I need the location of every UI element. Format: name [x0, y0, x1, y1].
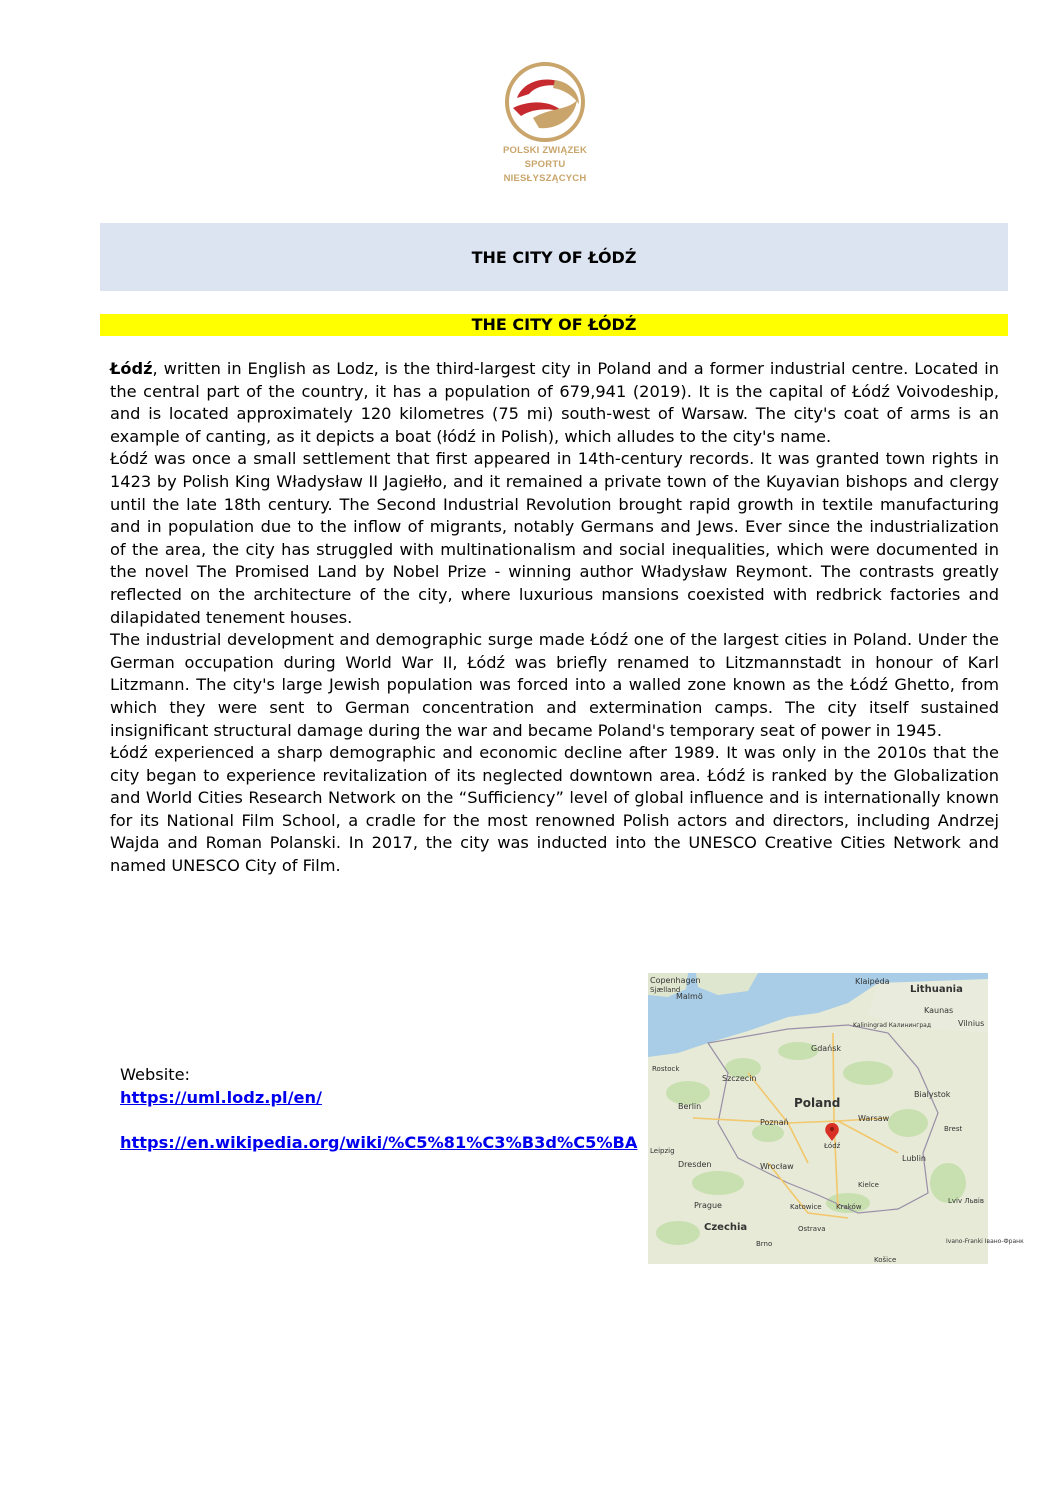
pzsn-logo-icon [499, 60, 591, 144]
map-label-rostock: Rostock [652, 1065, 680, 1073]
map-label-krakow: Kraków [836, 1203, 862, 1211]
map-label-kielce: Kielce [858, 1181, 879, 1189]
paragraph-4: Łódź experienced a sharp demographic and economic decline after 1989. It was only in the 2010s that the city began to experience revitalization of its neglected downtown area. Łódź is ranked by the Globalization and World Cities Research Network on the “Sufficiency” level of global influence and is internationally known for its National Film School, a cradle for the most renowned Polish actors and directors, including Andrzej Wajda and Roman Polanski. In 2017, the city was inducted into the UNESCO Creative Cities Network and named UNESCO City of Film. [110, 743, 999, 876]
logo-text-line2: SPORTU NIESŁYSZĄCYCH [503, 159, 587, 184]
article-body [110, 358, 999, 878]
map-label-berlin: Berlin [678, 1102, 702, 1111]
map-label-lublin: Lublin [902, 1154, 926, 1163]
map-label-brno: Brno [756, 1240, 773, 1248]
map-label-kosice: Košice [874, 1256, 897, 1264]
map-label-lviv: Lviv Львів [948, 1197, 984, 1205]
map-label-malmo: Malmö [676, 992, 703, 1001]
header-title-box [100, 223, 1008, 291]
map-label-czechia: Czechia [704, 1222, 748, 1233]
map-label-copenhagen: Copenhagen [650, 976, 701, 985]
paragraph-2: Łódź was once a small settlement that first appeared in 14th-century records. It was granted town rights in 1423 by Polish King Władysław II Jagiełło, and it remained a private town of the Kuyavian bishops and clergy until the late 18th century. The Second Industrial Revolution brought rapid growth in textile manufacturing and in population due to the inflow of migrants, notably Germans and Jews. Ever since the industrialization of the area, the city has struggled with multinationalism and social inequalities, which were documented in the novel The Promised Land by Nobel Prize - winning author Władysław Reymont. The contrasts greatly reflected on the architecture of the city, where luxurious mansions coexisted with redbrick factories and dilapidated tenement houses. [110, 449, 999, 627]
map-label-katowice: Katowice [790, 1203, 822, 1211]
map-label-klaipeda: Klaipėda [855, 977, 890, 986]
map-label-prague: Prague [694, 1201, 722, 1210]
map-label-kaunas: Kaunas [924, 1006, 954, 1015]
map-label-poland: Poland [794, 1096, 841, 1110]
logo-text-line1: POLSKI ZWIĄZEK [502, 145, 588, 156]
official-website-link[interactable]: https://uml.lodz.pl/en/ [120, 1087, 322, 1107]
section-title-bar [100, 314, 1008, 336]
map-label-kaliningrad: Kaliningrad Калининград [853, 1022, 931, 1029]
map-label-bialystok: Bialystok [914, 1090, 951, 1099]
paragraph-1-bold: Łódź [110, 359, 153, 378]
map-label-szczecin: Szczecin [722, 1074, 757, 1083]
map-image [648, 973, 1024, 1264]
map-label-lithuania: Lithuania [910, 984, 963, 995]
paragraph-1-text: , written in English as Lodz, is the third-largest city in Poland and a former industrial centre. Located in the central part of the country, it has a population of 679,941 (2019). It is the capital of Łódź Voivodeship, and is located approximately 120 kilometres (75 mi) south-west of Warsaw. The city's coat of arms is an example of canting, as it depicts a boat (łódź in Polish), which alludes to the city's name. [110, 359, 999, 446]
map-label-wroclaw: Wrocław [760, 1162, 794, 1171]
map-label-brest: Brest [944, 1125, 963, 1133]
paragraph-1 [110, 358, 999, 448]
map-label-warsaw: Warsaw [858, 1114, 890, 1123]
map-label-sjaelland: Sjælland [650, 986, 681, 994]
map-label-leipzig: Leipzig [650, 1147, 675, 1155]
map-label-dresden: Dresden [678, 1160, 712, 1169]
section-title: THE CITY OF ŁÓDŹ [471, 315, 637, 334]
map-label-ostrava: Ostrava [798, 1225, 826, 1233]
wikipedia-link[interactable]: https://en.wikipedia.org/wiki/%C5%81%C3%B3d%C5%BA [120, 1132, 638, 1152]
organization-logo [490, 60, 600, 184]
paragraph-3: The industrial development and demographic surge made Łódź one of the largest cities in Poland. Under the German occupation during World War II, Łódź was briefly renamed to Litzmannstadt in honour of Karl Litzmann. The city's large Jewish population was forced into a walled zone known as the Łódź Ghetto, from which they were sent to German concentration and extermination camps. The city itself sustained insignificant structural damage during the war and became Poland's temporary seat of power in 1945. [110, 630, 999, 740]
website-label: Website: [120, 1065, 190, 1084]
map-label-poznan: Poznań [760, 1118, 789, 1127]
poland-map [648, 973, 1024, 1264]
header-title: THE CITY OF ŁÓDŹ [471, 247, 637, 267]
map-label-ivano: Ivano-Franki Івано-Франк [946, 1238, 1024, 1245]
website-links [120, 1064, 640, 1154]
map-label-vilnius: Vilnius [958, 1019, 985, 1028]
map-label-lodz: Łódź [824, 1142, 841, 1150]
spacer [120, 1109, 640, 1132]
map-label-gdansk: Gdańsk [811, 1044, 842, 1053]
